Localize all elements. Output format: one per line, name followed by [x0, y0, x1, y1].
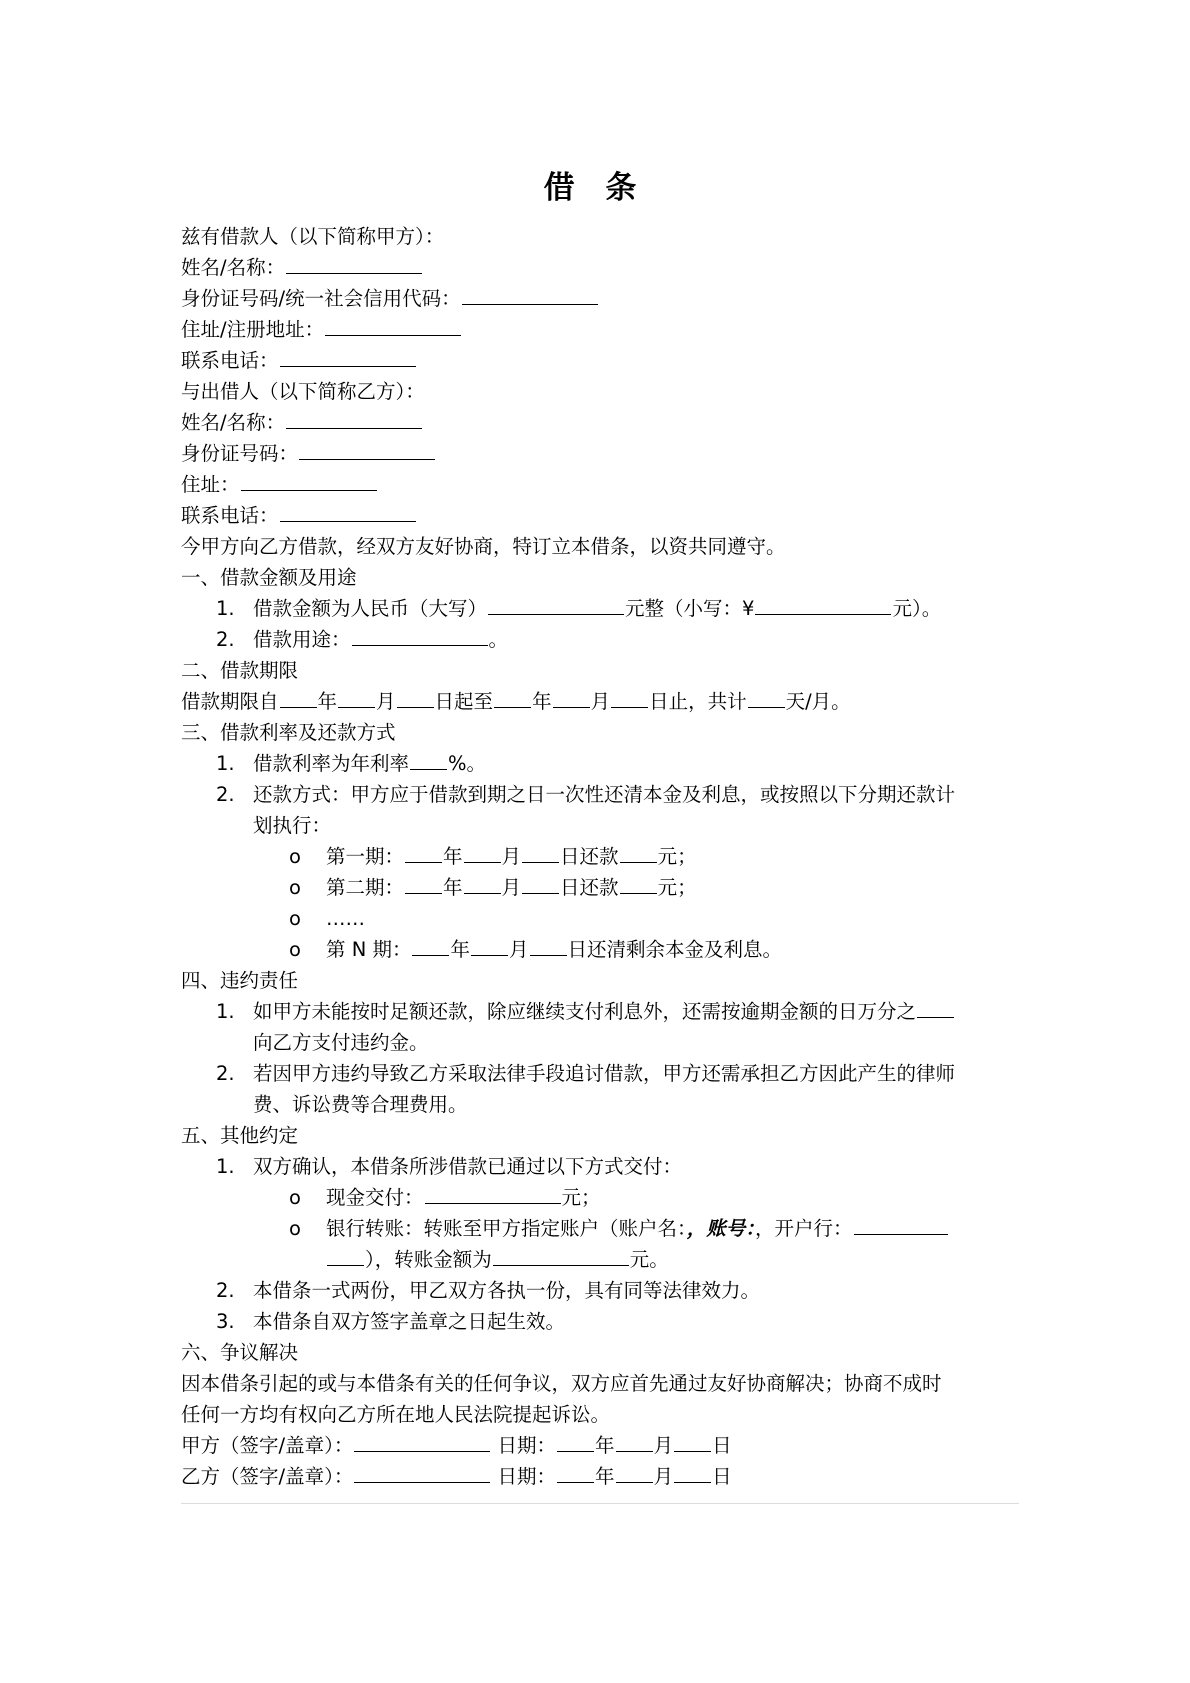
item-number: 1. [216, 752, 235, 775]
lender-phone-label: 联系电话： [181, 504, 279, 527]
loan-purpose-blank[interactable] [352, 625, 488, 646]
bullet: o [289, 876, 301, 899]
year-unit: 年 [443, 876, 463, 899]
percent-text: %。 [448, 752, 487, 775]
year-blank[interactable] [405, 873, 442, 894]
bullet: o [289, 1217, 301, 1240]
repay-text: 日还款 [560, 876, 619, 899]
loan-purpose-label: 借款用途： [253, 628, 351, 651]
effective-clause: 本借条自双方签字盖章之日起生效。 [253, 1310, 566, 1333]
bank-name-blank[interactable] [854, 1214, 948, 1235]
account-number-label: ，账号： [686, 1217, 756, 1240]
day-blank[interactable] [530, 935, 567, 956]
loan-term-text: 天/月。 [785, 690, 851, 713]
installment-ellipsis: …… [326, 907, 365, 930]
installment-n-line [326, 935, 782, 965]
loan-term-text: 日止，共计 [649, 690, 747, 713]
year-unit: 年 [532, 690, 552, 713]
section-1-heading: 一、借款金额及用途 [181, 566, 357, 589]
item-number: 1. [216, 1155, 235, 1178]
bank-transfer-text: ），转账金额为 [365, 1248, 492, 1271]
end-day-blank[interactable] [611, 687, 648, 708]
dispute-line-1: 因本借条引起的或与本借条有关的任何争议，双方应首先通过友好协商解决；协商不成时 [181, 1372, 942, 1395]
loan-amount-text: 元整（小写：¥ [625, 597, 755, 620]
interest-rate-line [253, 749, 486, 779]
amount-uppercase-blank[interactable] [488, 594, 624, 615]
bullet: o [289, 907, 301, 930]
month-unit: 月 [653, 1465, 674, 1488]
year-unit: 年 [595, 1465, 615, 1488]
section-6-heading: 六、争议解决 [181, 1341, 299, 1364]
legal-costs-line-2: 费、诉讼费等合理费用。 [253, 1093, 468, 1116]
installment-2-line [326, 873, 697, 903]
start-day-blank[interactable] [397, 687, 434, 708]
signature-a-blank[interactable] [354, 1431, 490, 1452]
item-number: 1. [216, 597, 235, 620]
dispute-line-2: 任何一方均有权向乙方所在地人民法院提起诉讼。 [181, 1403, 611, 1426]
lender-address-label: 住址： [181, 473, 240, 496]
month-blank[interactable] [616, 1431, 653, 1452]
year-blank[interactable] [557, 1462, 594, 1483]
item-number: 3. [216, 1310, 235, 1333]
penalty-text: 如甲方未能按时足额还款，除应继续支付利息外，还需按逾期金额的日万分之 [253, 1000, 917, 1023]
day-blank[interactable] [522, 873, 559, 894]
signature-party-b-line [181, 1462, 732, 1492]
installment-label: 第一期： [326, 845, 405, 868]
month-unit: 月 [376, 690, 396, 713]
month-unit: 月 [501, 876, 522, 899]
repay-text: 日还清剩余本金及利息。 [567, 938, 783, 961]
item-number: 2. [216, 783, 235, 806]
section-4-heading: 四、违约责任 [181, 969, 299, 992]
borrower-id-line [181, 284, 599, 314]
section-5-heading: 五、其他约定 [181, 1124, 299, 1147]
bank-name-label: ，开户行： [755, 1217, 853, 1240]
penalty-line-1 [253, 997, 955, 1027]
month-unit: 月 [509, 938, 529, 961]
year-unit: 年 [595, 1434, 615, 1457]
bank-name-blank-cont[interactable] [327, 1245, 364, 1266]
year-unit: 年 [443, 845, 463, 868]
bullet: o [289, 1186, 301, 1209]
lender-intro: 与出借人（以下简称乙方）： [181, 380, 425, 403]
penalty-line-2: 向乙方支付违约金。 [253, 1031, 429, 1054]
borrower-id-blank[interactable] [462, 284, 598, 305]
loan-purpose-line [253, 625, 508, 655]
copies-clause: 本借条一式两份，甲乙双方各执一份，具有同等法律效力。 [253, 1279, 761, 1302]
date-label: 日期： [497, 1465, 557, 1488]
start-year-blank[interactable] [280, 687, 317, 708]
repayment-method-line-1: 还款方式：甲方应于借款到期之日一次性还清本金及利息，或按照以下分期还款计 [253, 783, 956, 806]
bank-transfer-text: 银行转账：转账至甲方指定账户（账户名： [326, 1217, 687, 1240]
loan-term-text: 借款期限自 [181, 690, 279, 713]
lender-name-blank[interactable] [286, 408, 422, 429]
signature-label: 乙方（签字/盖章）： [181, 1465, 354, 1488]
lender-name-label: 姓名/名称： [181, 411, 286, 434]
penalty-rate-blank[interactable] [917, 997, 954, 1018]
interest-rate-text: 借款利率为年利率 [253, 752, 410, 775]
delivery-confirmation: 双方确认，本借条所涉借款已通过以下方式交付： [253, 1155, 683, 1178]
borrower-id-label: 身份证号码/统一社会信用代码： [181, 287, 461, 310]
lender-name-line [181, 408, 423, 438]
signature-b-blank[interactable] [354, 1462, 490, 1483]
month-blank[interactable] [616, 1462, 653, 1483]
amount-blank[interactable] [620, 873, 657, 894]
month-unit: 月 [501, 845, 522, 868]
borrower-name-blank[interactable] [286, 253, 422, 274]
interest-rate-blank[interactable] [410, 749, 447, 770]
year-blank[interactable] [557, 1431, 594, 1452]
borrower-name-line [181, 253, 423, 283]
signature-label: 甲方（签字/盖章）： [181, 1434, 354, 1457]
lender-address-line [181, 470, 378, 500]
bank-transfer-line-2 [326, 1245, 669, 1275]
item-number: 2. [216, 628, 235, 651]
installment-label: 第 N 期： [326, 938, 412, 961]
lender-id-blank[interactable] [299, 439, 435, 460]
lender-address-blank[interactable] [241, 470, 377, 491]
item-number: 2. [216, 1062, 235, 1085]
legal-costs-line-1: 若因甲方违约导致乙方采取法律手段追讨借款，甲方还需承担乙方因此产生的律师 [253, 1062, 956, 1085]
loan-term-line [181, 687, 851, 717]
lender-id-label: 身份证号码： [181, 442, 299, 465]
total-duration-blank[interactable] [748, 687, 785, 708]
month-unit: 月 [590, 690, 611, 713]
borrower-address-blank[interactable] [325, 315, 461, 336]
signature-party-a-line [181, 1431, 732, 1461]
month-blank[interactable] [471, 935, 508, 956]
borrower-phone-label: 联系电话： [181, 349, 279, 372]
yuan-text: 元； [657, 876, 697, 899]
amount-blank[interactable] [620, 842, 657, 863]
borrower-name-label: 姓名/名称： [181, 256, 286, 279]
year-blank[interactable] [405, 842, 442, 863]
loan-term-text: 日起至 [434, 690, 494, 713]
borrower-intro: 兹有借款人（以下简称甲方）： [181, 225, 445, 248]
bullet: o [289, 845, 301, 868]
loan-amount-line [253, 594, 941, 624]
installment-1-line [326, 842, 697, 872]
yuan-text: 元； [561, 1186, 601, 1209]
bank-transfer-line-1 [326, 1214, 949, 1244]
item-number: 1. [216, 1000, 235, 1023]
start-month-blank[interactable] [338, 687, 375, 708]
section-3-heading: 三、借款利率及还款方式 [181, 721, 396, 744]
cash-delivery-line [326, 1183, 601, 1213]
day-blank[interactable] [674, 1431, 711, 1452]
repayment-method-line-2: 划执行： [253, 814, 332, 837]
period-mark: 。 [488, 628, 509, 651]
footer-divider [181, 1503, 1019, 1504]
borrower-phone-blank[interactable] [280, 346, 416, 367]
year-blank[interactable] [412, 935, 449, 956]
lender-phone-line [181, 501, 417, 531]
repay-text: 日还款 [560, 845, 619, 868]
month-blank[interactable] [464, 842, 501, 863]
section-2-heading: 二、借款期限 [181, 659, 299, 682]
cash-label: 现金交付： [326, 1186, 424, 1209]
month-blank[interactable] [464, 873, 501, 894]
lender-phone-blank[interactable] [280, 501, 416, 522]
day-unit: 日 [712, 1465, 732, 1488]
lender-id-line [181, 439, 436, 469]
installment-label: 第二期： [326, 876, 405, 899]
day-blank[interactable] [522, 842, 559, 863]
day-blank[interactable] [674, 1462, 711, 1483]
year-unit: 年 [317, 690, 338, 713]
borrower-phone-line [181, 346, 417, 376]
cash-amount-blank[interactable] [425, 1183, 561, 1204]
day-unit: 日 [712, 1434, 732, 1457]
preamble: 今甲方向乙方借款，经双方友好协商，特订立本借条，以资共同遵守。 [181, 535, 786, 558]
loan-amount-text: 借款金额为人民币（大写） [253, 597, 488, 620]
date-label: 日期： [497, 1434, 557, 1457]
transfer-amount-blank[interactable] [493, 1245, 629, 1266]
yuan-text: 元； [657, 845, 697, 868]
yuan-text: 元。 [629, 1248, 669, 1271]
end-year-blank[interactable] [494, 687, 531, 708]
loan-amount-text: 元）。 [892, 597, 942, 620]
amount-numeric-blank[interactable] [755, 594, 891, 615]
document-title: 借 条 [543, 170, 647, 206]
item-number: 2. [216, 1279, 235, 1302]
month-unit: 月 [653, 1434, 674, 1457]
year-unit: 年 [450, 938, 470, 961]
borrower-address-line [181, 315, 462, 345]
end-month-blank[interactable] [553, 687, 590, 708]
bullet: o [289, 938, 301, 961]
borrower-address-label: 住址/注册地址： [181, 318, 325, 341]
